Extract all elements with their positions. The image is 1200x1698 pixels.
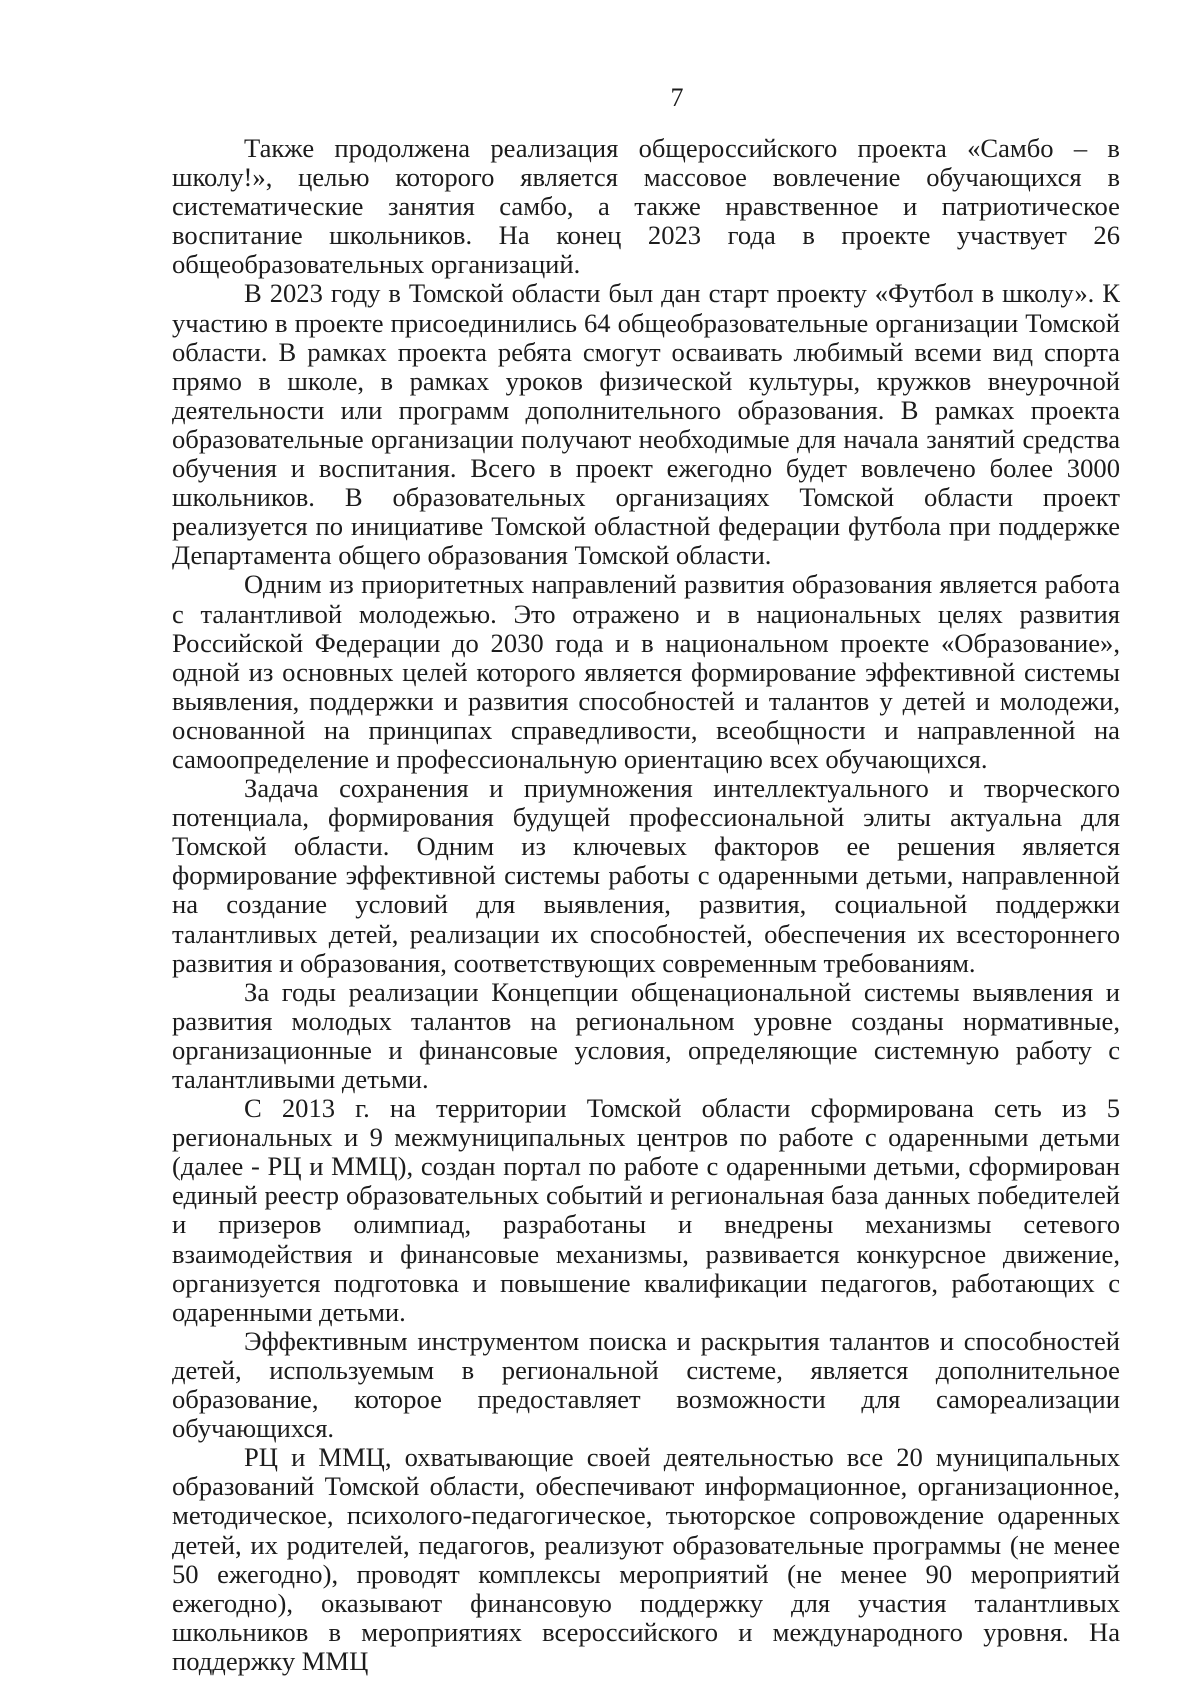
paragraph-football-project: В 2023 году в Томской области был дан старт проекту «Футбол в школу». К участию в проекте присоединились 64 общеобразовательные организации Томской области. В рамках проекта ребята смогут осваивать любимый всеми вид спорта прямо в школе, в рамках уроков физической культуры, кружков внеурочной деятельности или программ дополнительного образования. В рамках проекта образовательные организации получают необходимые для начала занятий средства обучения и воспитания. Всего в проект ежегодно будет вовлечено более 3000 школьников. В образовательных организациях Томской области проект реализуется по инициативе Томской областной федерации футбола при поддержке Департамента общего образования Томской области. [172,278,1120,571]
document-body [172,134,1120,1676]
paragraph-talented-youth: Одним из приоритетных направлений развития образования является работа с талантливой молодежью. Это отражено и в национальных целях развития Российской Федерации до 2030 года и в национальном проекте «Образование», одной из основных целей которого является формирование эффективной системы выявления, поддержки и развития способностей и талантов у детей и молодежи, основанной на принципах справедливости, всеобщности и направленной на самоопределение и профессиональную ориентацию всех обучающихся. [172,569,1120,774]
paragraph-additional-education: Эффективным инструментом поиска и раскрытия талантов и способностей детей, используемым в региональной системе, является дополнительное образование, которое предоставляет возможности для самореализации обучающихся. [172,1325,1120,1444]
paragraph-sambo-project: Также продолжена реализация общероссийского проекта «Самбо – в школу!», целью которого является массовое вовлечение обучающихся в систематические занятия самбо, а также нравственное и патриотическое воспитание школьников. На конец 2023 года в проекте участвует 26 общеобразовательных организаций. [172,133,1120,280]
page-number: 7 [670,83,684,112]
paragraph-intellectual-potential: Задача сохранения и приумножения интеллектуального и творческого потенциала, формирования будущей профессиональной элиты актуальна для Томской области. Одним из ключевых факторов ее решения является формирование эффективной системы работы с одаренными детьми, направленной на создание условий для выявления, развития, социальной поддержки талантливых детей, реализации их способностей, обеспечения их всестороннего развития и образования, соответствующих современным требованиям. [172,773,1120,978]
paragraph-centers-network: С 2013 г. на территории Томской области сформирована сеть из 5 региональных и 9 межмуниципальных центров по работе с одаренными детьми (далее - РЦ и ММЦ), создан портал по работе с одаренными детьми, сформирован единый реестр образовательных событий и региональная база данных победителей и призеров олимпиад, разработаны и внедрены механизмы сетевого взаимодействия и финансовые механизмы, развивается конкурсное движение, организуется подготовка и повышение квалификации педагогов, работающих с одаренными детьми. [172,1093,1120,1327]
paragraph-rc-mmc-support: РЦ и ММЦ, охватывающие своей деятельностью все 20 муниципальных образований Томской области, обеспечивают информационное, организационное, методическое, психолого-педагогическое, тьюторское сопровождение одаренных детей, их родителей, педагогов, реализуют образовательные программы (не менее 50 ежегодно), проводят комплексы мероприятий (не менее 90 мероприятий ежегодно), оказывают финансовую поддержку для участия талантливых школьников в мероприятиях всероссийского и международного уровня. На поддержку ММЦ [172,1442,1120,1676]
paragraph-concept-implementation: За годы реализации Концепции общенациональной системы выявления и развития молодых талантов на региональном уровне созданы нормативные, организационные и финансовые условия, определяющие системную работу с талантливыми детьми. [172,976,1120,1094]
